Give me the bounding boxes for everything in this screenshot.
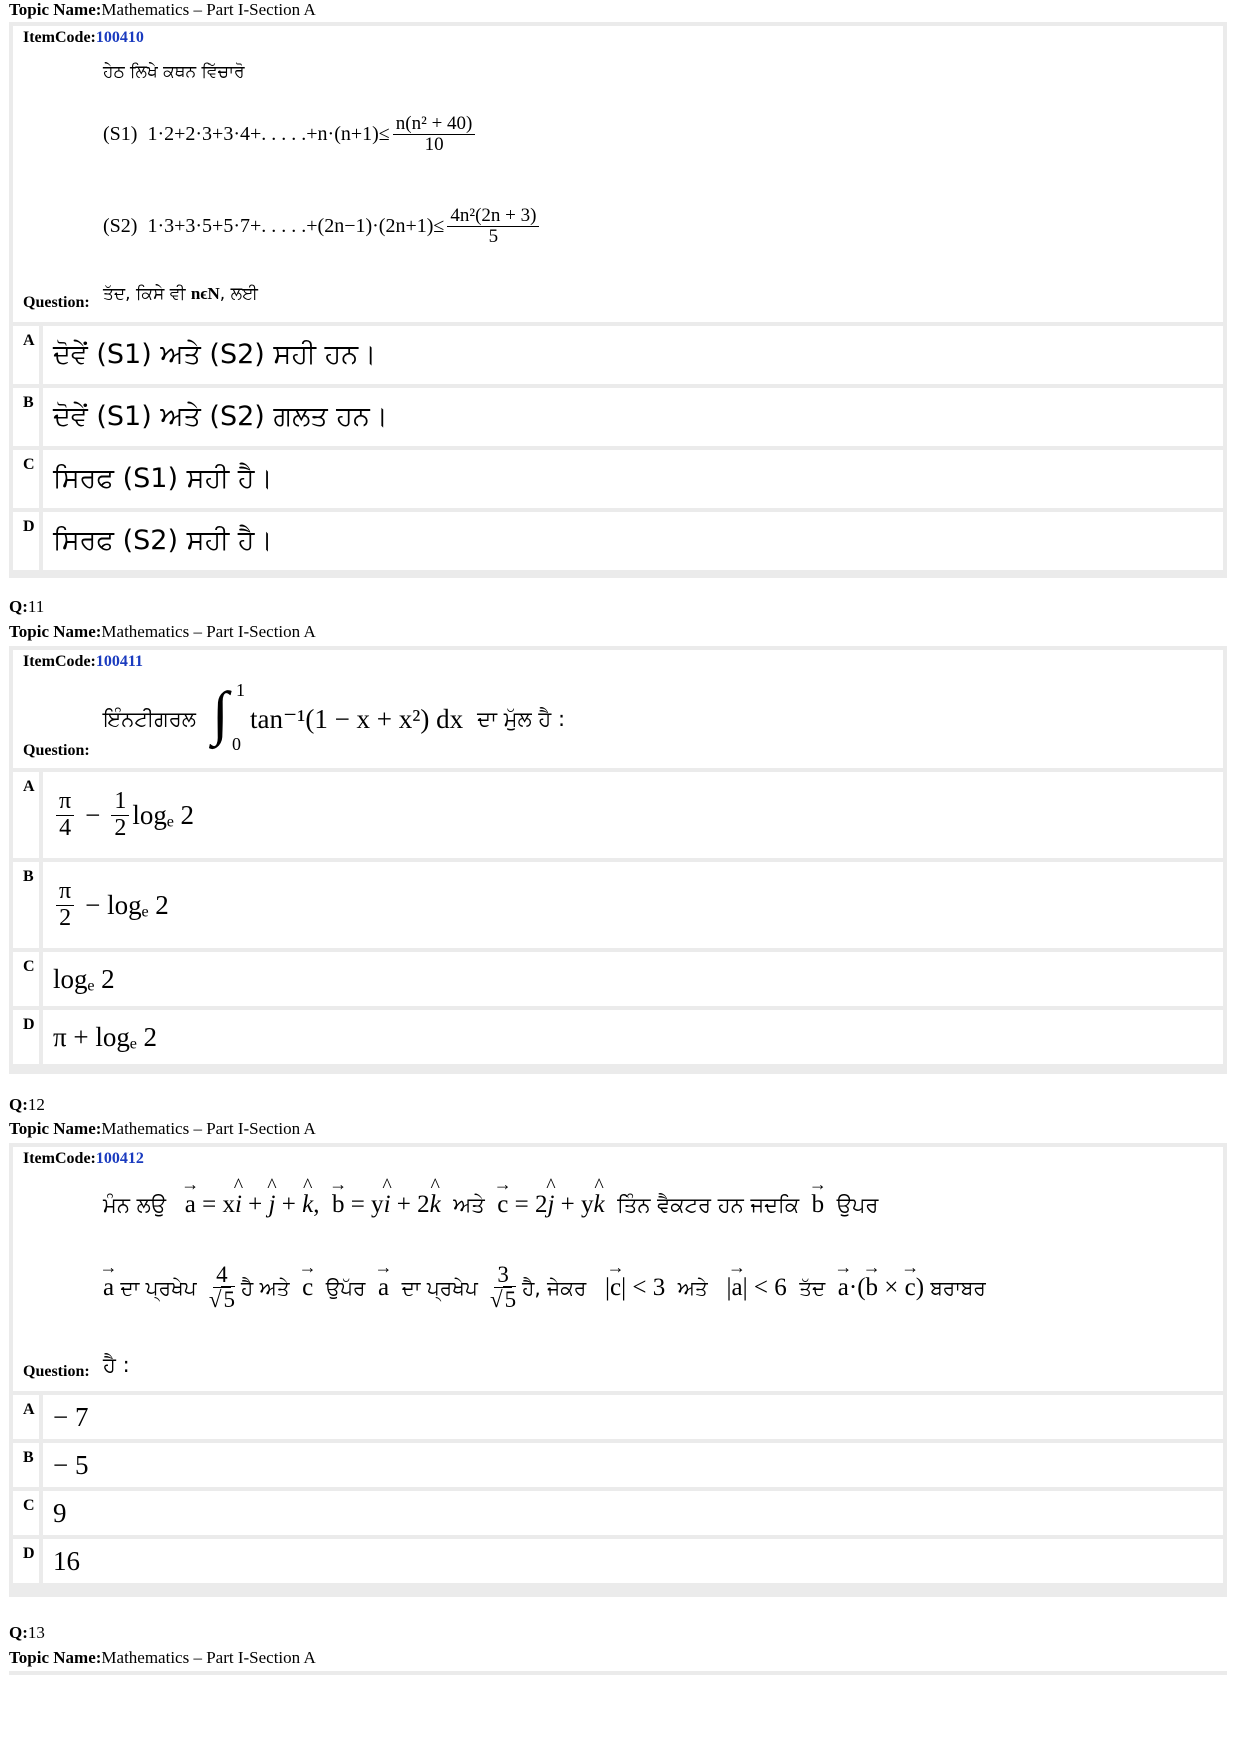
question-text: ਤੱਦ, ਕਿਸੇ ਵੀ nϵN, ਲਈ <box>103 284 258 304</box>
item-code: ItemCode:100410 <box>23 29 144 46</box>
option-d[interactable]: D 16 <box>13 1539 1223 1583</box>
statement-s1: (S1) 1·2+2·3+3·4+. . . . .+n·(n+1)≤ $\frac{\text{n(n² + 40)}}{10}$ <box>103 114 478 155</box>
option-b[interactable]: B $\frac{\pi}{2}$ − logₑ 2 <box>13 862 1223 948</box>
option-d[interactable]: D ਸਿਰਫ (S2) ਸਹੀ ਹੈ। <box>13 512 1223 570</box>
intro-text: ਹੇਠ ਲਿਖੇ ਕਥਨ ਵਿੱਚਾਰੋ <box>103 62 245 82</box>
integral-sign: ∫ 1 0 <box>212 680 245 754</box>
option-c[interactable]: C logₑ 2 <box>13 952 1223 1006</box>
question-stem <box>13 1147 1223 1391</box>
block-top-border <box>9 1671 1227 1675</box>
question-stem <box>13 26 1223 322</box>
option-a[interactable]: A ਦੋਵੇਂ (S1) ਅਤੇ (S2) ਸਹੀ ਹਨ। <box>13 326 1223 384</box>
topic-line: Topic Name:Mathematics – Part I-Section A <box>9 1119 316 1138</box>
question-stem <box>13 650 1223 768</box>
option-c[interactable]: C 9 <box>13 1491 1223 1535</box>
topic-line: Topic Name:Mathematics – Part I-Section A <box>9 622 316 641</box>
options-list <box>13 772 1223 1064</box>
question-line-1: ਮੰਨ ਲਉ → a = x ^ i + ^ j + ^ k , → b = y ^ i + 2 ^ k ਅਤੇ → c = 2 ^ j + y ^ k ਤਿੰਨ ਵੈਕਟਰ ਹਨ ਜਦਕਿ → b ਉਪਰ <box>103 1191 878 1219</box>
option-b[interactable]: B ਦੋਵੇਂ (S1) ਅਤੇ (S2) ਗਲਤ ਹਨ। <box>13 388 1223 446</box>
option-a[interactable]: A $\frac{\pi}{4}$ − $\frac{1}{2}$ logₑ 2 <box>13 772 1223 858</box>
question-number: Q:13 <box>9 1623 45 1642</box>
question-label: Question: <box>23 742 90 759</box>
question-number: Q:12 <box>9 1095 45 1114</box>
question-label: Question: <box>23 1363 90 1380</box>
question-block-100412 <box>9 1143 1227 1597</box>
option-b[interactable]: B − 5 <box>13 1443 1223 1487</box>
item-code: ItemCode:100412 <box>23 1150 144 1167</box>
question-text: ਇੰਨਟੀਗਰਲ ∫ 1 0 tan⁻¹(1 − x + x²) dx ਦਾ ਮੁੱਲ ਹੈ : <box>103 680 566 754</box>
topic-line: Topic Name:Mathematics – Part I-Section A <box>9 0 316 19</box>
option-a[interactable]: A − 7 <box>13 1395 1223 1439</box>
item-code: ItemCode:100411 <box>23 653 143 670</box>
option-d[interactable]: D π + logₑ 2 <box>13 1010 1223 1064</box>
options-list <box>13 1395 1223 1583</box>
statement-s2: (S2) 1·3+3·5+5·7+. . . . .+(2n−1)·(2n+1)≤ $\frac{\text{4n²(2n + 3)}}{5}$ <box>103 206 542 247</box>
question-block-100410 <box>9 22 1227 578</box>
options-list <box>13 326 1223 570</box>
question-label: Question: <box>23 294 90 311</box>
question-line-2: → a ਦਾ ਪ੍ਰਖੇਪ $\frac{4}{√5}$ ਹੈ ਅਤੇ → c ਉਪੱਰ → a ਦਾ ਪ੍ਰਖੇਪ $\frac{3}{√5}$ ਹੈ, ਜੇਕਰ | → c | < 3 ਅਤੇ | → a | < 6 ਤੱਦ → a ·( → b × → c ) ਬਰਾਬਰ <box>103 1263 986 1312</box>
question-number: Q:11 <box>9 597 45 616</box>
option-c[interactable]: C ਸਿਰਫ (S1) ਸਹੀ ਹੈ। <box>13 450 1223 508</box>
topic-line: Topic Name:Mathematics – Part I-Section A <box>9 1648 316 1667</box>
question-block-100411 <box>9 646 1227 1074</box>
question-line-3: ਹੈ : <box>103 1353 130 1377</box>
